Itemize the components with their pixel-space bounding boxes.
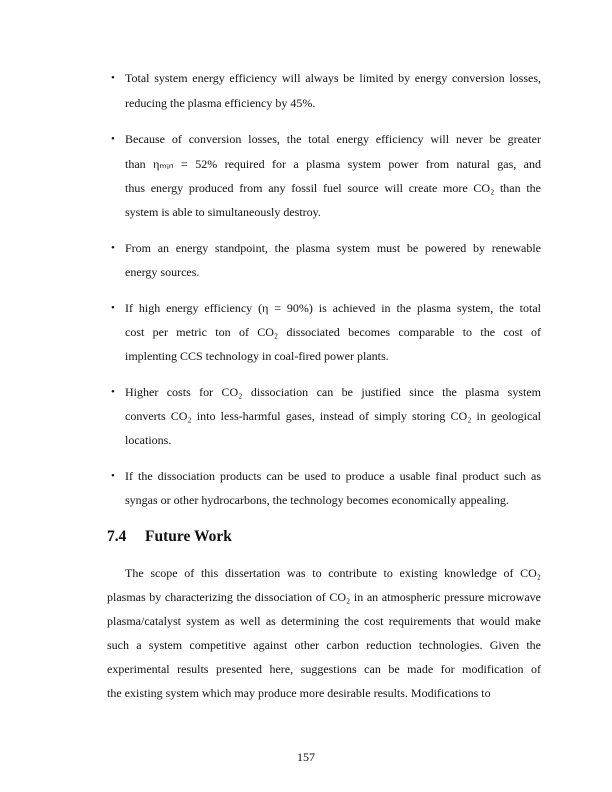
bullet-line: locations.: [125, 433, 172, 447]
bullet-line: Higher costs for CO₂ dissociation can be justified since the plasma system: [125, 385, 541, 399]
paragraph-line: The scope of this dissertation was to contribute to existing knowledge of CO₂: [125, 566, 541, 580]
bullet-icon: •: [111, 72, 115, 84]
bullet-line: energy sources.: [125, 265, 200, 279]
paragraph-line: plasma/catalyst system as well as determining the cost requirements that would make: [107, 614, 541, 628]
bullet-line: reducing the plasma efficiency by 45%.: [125, 96, 316, 110]
paragraph-line: plasmas by characterizing the dissociation of CO₂ in an atmospheric pressure microwave: [107, 590, 541, 604]
section-number: 7.4: [107, 528, 127, 545]
bullet-line: thus energy produced from any fossil fuel source will create more CO₂ than the: [125, 181, 541, 195]
bullet-line: cost per metric ton of CO₂ dissociated becomes comparable to the cost of: [125, 325, 541, 339]
bullet-icon: •: [111, 302, 115, 314]
paragraph-line: experimental results presented here, suggestions can be made for modification of: [107, 662, 541, 676]
paragraph-line: the existing system which may produce more desirable results. Modifications to: [107, 686, 491, 700]
bullet-line: converts CO₂ into less-harmful gases, instead of simply storing CO₂ in geological: [125, 409, 541, 423]
bullet-line: implenting CCS technology in coal-fired power plants.: [125, 349, 389, 363]
paragraph-line: such a system competitive against other carbon reduction technologies. Given the: [107, 638, 541, 652]
bullet-line: Because of conversion losses, the total energy efficiency will never be greater: [125, 132, 541, 146]
bullet-icon: •: [111, 470, 115, 482]
bullet-icon: •: [111, 133, 115, 145]
section-title: Future Work: [145, 528, 232, 545]
bullet-icon: •: [111, 242, 115, 254]
bullet-line: system is able to simultaneously destroy.: [125, 205, 321, 219]
section-heading: [107, 527, 232, 547]
bullet-line: than ηₘᵢₙ = 52% required for a plasma system power from natural gas, and: [125, 157, 541, 171]
bullet-line: If the dissociation products can be used to produce a usable final product such as: [125, 469, 541, 483]
page-number: 157: [297, 750, 315, 764]
bullet-line: syngas or other hydrocarbons, the technology becomes economically appealing.: [125, 493, 509, 507]
bullet-icon: •: [111, 386, 115, 398]
bullet-line: From an energy standpoint, the plasma system must be powered by renewable: [125, 241, 541, 255]
bullet-line: If high energy efficiency (η = 90%) is achieved in the plasma system, the total: [125, 301, 541, 315]
bullet-line: Total system energy efficiency will always be limited by energy conversion losses,: [125, 71, 541, 85]
